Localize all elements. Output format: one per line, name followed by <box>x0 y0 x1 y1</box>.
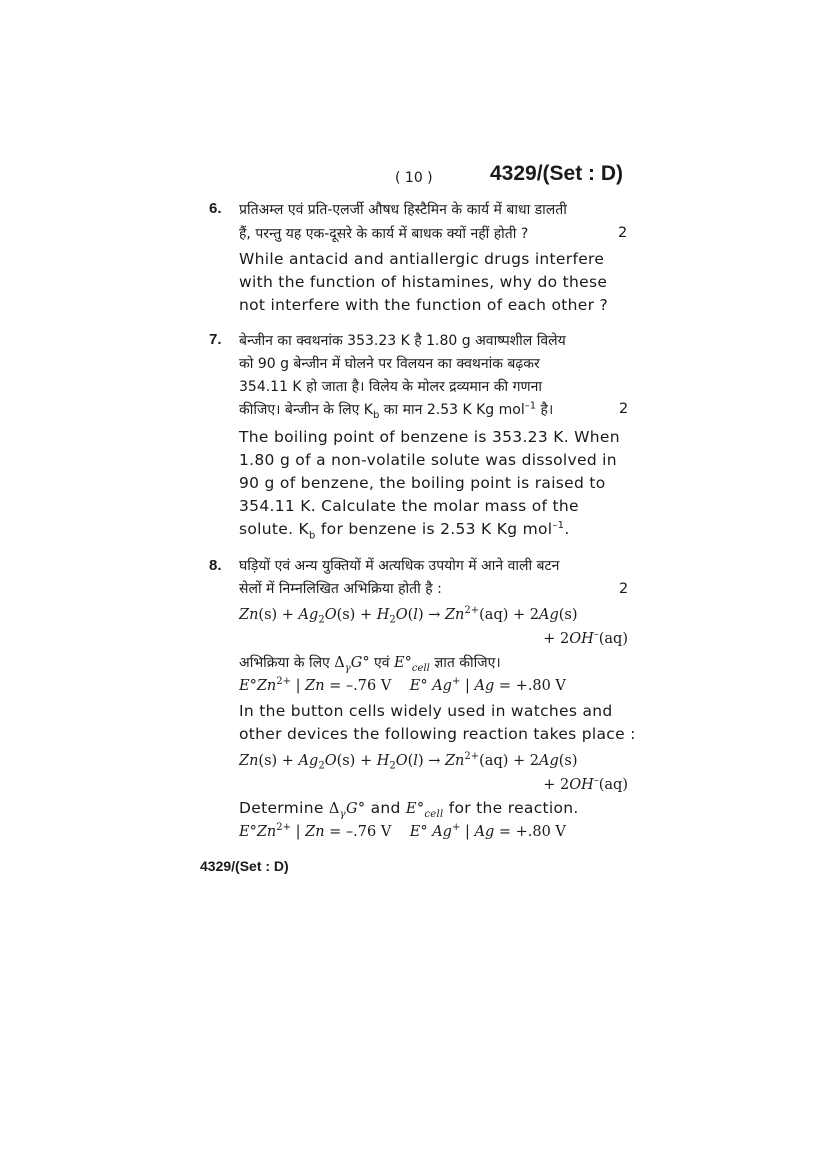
q8-english-line-2: other devices the following reaction takes place : <box>239 725 636 743</box>
q8-hindi-line-1: घड़ियों एवं अन्य युक्तियों में अत्यधिक उपयोग में आने वाली बटन <box>239 558 560 574</box>
q8-reaction-hindi-line-1: $Zn(s) + Ag_2O(s) + H_2O(l) \to Zn^{2+}(aq) + 2Ag(s)$ <box>239 605 578 626</box>
q7-hindi-line-3: 354.11 K हो जाता है। विलेय के मोलर द्रव्यमान की गणना <box>239 379 542 395</box>
set-code-header: 4329/(Set : D) <box>490 162 624 185</box>
q7-marks: 2 <box>619 401 629 417</box>
q7-english-line-2: 1.80 g of a non-volatile solute was dissolved in <box>239 451 617 469</box>
q8-reaction-english-line-1: $Zn(s) + Ag_2O(s) + H_2O(l) \to Zn^{2+}(aq) + 2Ag(s)$ <box>239 751 578 772</box>
q7-english-line-4: 354.11 K. Calculate the molar mass of the <box>239 497 579 515</box>
q6-english-line-1: While antacid and antiallergic drugs interfere <box>239 250 605 268</box>
q8-hindi-line-2: सेलों में निम्नलिखित अभिक्रिया होती है : <box>239 581 442 597</box>
q7-hindi-line-2: को 90 g बेन्जीन में घोलने पर विलयन का क्वथनांक बढ़कर <box>239 356 540 372</box>
q8-electrode-potentials-1: $E^\circ Zn^{2+}$ | Zn = –.76 V E° Ag+ | Ag = +.80 V <box>239 676 566 694</box>
question-7-number: 7. <box>209 331 222 348</box>
q7-hindi-line-1: बेन्जीन का क्वथनांक 353.23 K है 1.80 g अवाष्पशील विलेय <box>239 333 566 349</box>
q7-english-line-3: 90 g of benzene, the boiling point is raised to <box>239 474 606 492</box>
q8-reaction-english-line-2: + 2OH–(aq) <box>543 775 628 793</box>
q7-english-line-5: solute. $K_b$ for benzene is 2.53 K Kg mol$^{-1}$. <box>239 520 570 542</box>
q8-english-determine: Determine $\Delta_\gamma G^\circ$ and $E^\circ_{cell}$ for the reaction. <box>239 799 579 820</box>
question-8-number: 8. <box>209 557 222 574</box>
q8-hindi-determine: अभिक्रिया के लिए $\Delta_\gamma G^\circ$ एवं $E^\circ_{cell}$ ज्ञात कीजिए। <box>239 655 501 674</box>
q6-marks: 2 <box>618 225 628 241</box>
q8-electrode-potentials-2: $E^\circ Zn^{2+}$ | Zn = –.76 V E° Ag+ | Ag = +.80 V <box>239 822 566 840</box>
question-6-number: 6. <box>209 200 222 217</box>
page-number: ( 10 ) <box>395 170 433 186</box>
q7-english-line-1: The boiling point of benzene is 353.23 K. When <box>239 428 620 446</box>
q6-hindi-line-2: हैं, परन्तु यह एक-दूसरे के कार्य में बाधक क्यों नहीं होती ? <box>239 226 529 242</box>
q6-english-line-3: not interfere with the function of each other ? <box>239 296 609 314</box>
q8-reaction-hindi-line-2: + 2OH–(aq) <box>543 629 628 647</box>
q8-english-line-1: In the button cells widely used in watches and <box>239 702 613 720</box>
q8-marks: 2 <box>619 581 629 597</box>
set-code-footer: 4329/(Set : D) <box>200 858 289 874</box>
q6-hindi-line-1: प्रतिअम्ल एवं प्रति-एलर्जी औषध हिस्टैमिन के कार्य में बाधा डालती <box>239 202 567 218</box>
q7-hindi-line-4: कीजिए। बेन्जीन के लिए $K_b$ का मान 2.53 K Kg mol$^{-1}$ है। <box>239 400 554 421</box>
q6-english-line-2: with the function of histamines, why do these <box>239 273 608 291</box>
